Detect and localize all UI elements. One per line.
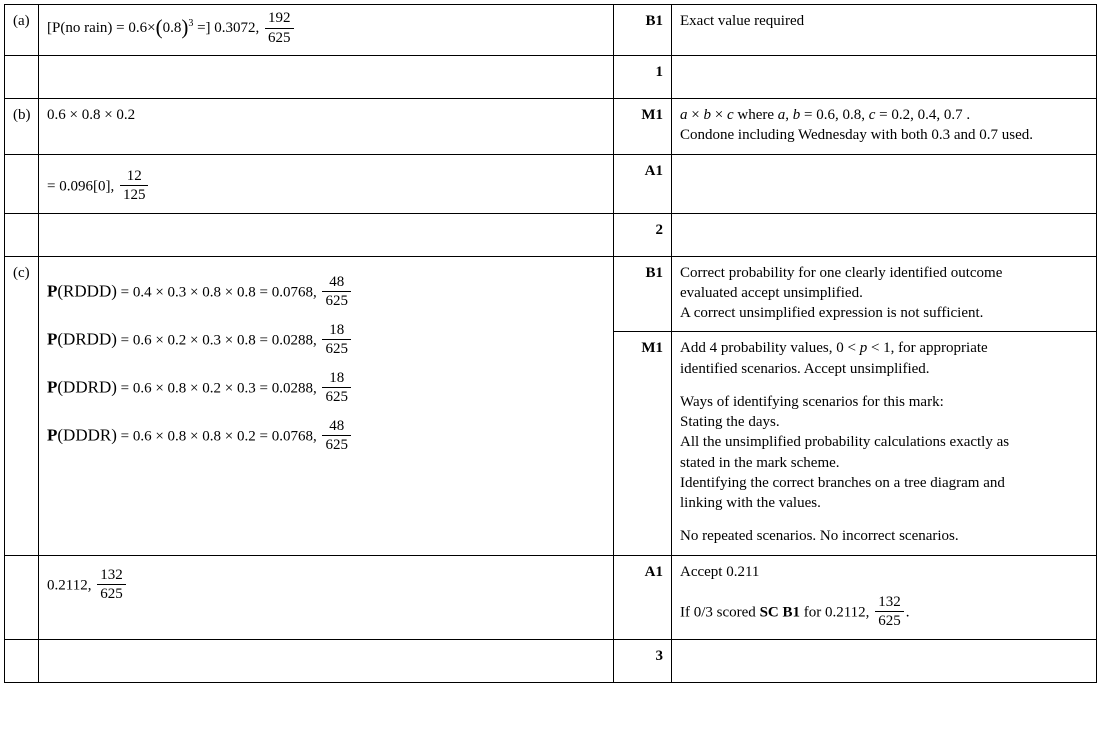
working-b-m1-expression: 0.6 × 0.8 × 0.2 bbox=[47, 107, 136, 123]
working-b-a1-text: = 0.096[0], bbox=[47, 177, 115, 194]
var-p: p bbox=[859, 340, 868, 357]
mark-b-total: 2 bbox=[614, 213, 672, 256]
note-sc-code: SC B1 bbox=[759, 604, 800, 621]
working-b-a1-fraction bbox=[120, 168, 149, 204]
prob-value: = 0.0288, bbox=[259, 379, 317, 396]
prob-value: = 0.0288, bbox=[259, 331, 317, 348]
note-sc-fraction bbox=[875, 594, 904, 630]
fraction-numerator: 48 bbox=[322, 274, 351, 293]
working-a-expr: 0.6× bbox=[128, 20, 156, 37]
note-b-m1 bbox=[672, 99, 1097, 155]
prob-arg: (DDRD) bbox=[57, 376, 117, 396]
prob-fraction bbox=[322, 418, 351, 454]
note-c-a1 bbox=[672, 555, 1097, 639]
working-blank bbox=[39, 56, 614, 99]
note-blank bbox=[672, 56, 1097, 99]
working-a-prefix: [P(no rain) = bbox=[47, 20, 125, 37]
note-text-line6: stated in the mark scheme. bbox=[680, 454, 840, 471]
note-text-line1: Accept 0.211 bbox=[680, 563, 760, 580]
working-c-line-2 bbox=[47, 323, 605, 359]
note-c-m1 bbox=[672, 332, 1097, 555]
fraction-denominator: 625 bbox=[325, 389, 348, 405]
note-text-line2: Condone including Wednesday with both 0.3 and 0.7 used. bbox=[680, 127, 1034, 144]
prob-expression: = 0.4 × 0.3 × 0.8 × 0.8 bbox=[120, 283, 256, 300]
note-add-values: Add 4 probability values, 0 < bbox=[680, 340, 856, 357]
note-blank bbox=[672, 213, 1097, 256]
prob-symbol: P bbox=[47, 280, 58, 300]
prob-fraction bbox=[322, 322, 351, 358]
mark-a-b1: B1 bbox=[614, 5, 672, 56]
var-b2: b bbox=[792, 107, 801, 123]
var-c: c bbox=[726, 107, 734, 123]
fraction-denominator: 625 bbox=[325, 293, 348, 309]
prob-expression: = 0.6 × 0.2 × 0.3 × 0.8 bbox=[120, 331, 256, 348]
table-row-total-c bbox=[5, 639, 1097, 682]
table-row-total-a bbox=[5, 56, 1097, 99]
note-sc-value: for 0.2112, bbox=[803, 604, 870, 621]
prob-arg: (DRDD) bbox=[57, 328, 117, 348]
note-blank bbox=[672, 639, 1097, 682]
fraction-numerator: 18 bbox=[322, 370, 351, 389]
working-a-decimal: 0.3072, bbox=[214, 20, 260, 37]
working-a-power: 3 bbox=[188, 18, 194, 30]
note-text-line1 bbox=[680, 338, 1088, 358]
note-spacer bbox=[680, 513, 1088, 526]
prob-fraction bbox=[322, 370, 351, 406]
note-text-line4: Stating the days. bbox=[680, 414, 780, 430]
fraction-denominator: 625 bbox=[268, 29, 291, 46]
note-text-line3: A correct unsimplified expression is not sufficient. bbox=[680, 305, 984, 321]
var-a2: a bbox=[777, 107, 786, 123]
note-text-line7: Identifying the correct branches on a tree diagram and bbox=[680, 474, 1005, 491]
var-a: a bbox=[680, 107, 688, 123]
part-blank bbox=[5, 639, 39, 682]
fraction-denominator: 125 bbox=[122, 187, 146, 203]
mark-b-m1: M1 bbox=[614, 99, 672, 155]
working-c-line-4 bbox=[47, 419, 605, 455]
note-add-values-cont: < 1, for appropriate bbox=[870, 340, 988, 357]
note-text-line2: evaluated accept unsimplified. bbox=[680, 284, 863, 301]
working-c-a1 bbox=[39, 555, 614, 639]
mark-b-a1: A1 bbox=[614, 154, 672, 213]
note-text-line5: All the unsimplified probability calculations exactly as bbox=[680, 434, 1010, 451]
part-blank bbox=[5, 555, 39, 639]
note-text-line3: Ways of identifying scenarios for this mark: bbox=[680, 393, 944, 410]
working-a-base: 0.8 bbox=[162, 20, 182, 37]
working-c bbox=[39, 256, 614, 555]
working-b-a1 bbox=[39, 154, 614, 213]
working-blank bbox=[39, 213, 614, 256]
note-text-line1: a × b × c where a, b = 0.6, 0.8, c = 0.2, 0.4, 0.7 . bbox=[680, 107, 971, 123]
note-sc-period: . bbox=[905, 604, 910, 621]
note-text: Exact value required bbox=[680, 13, 805, 29]
mark-scheme-table bbox=[4, 4, 1097, 683]
fraction-numerator: 18 bbox=[322, 322, 351, 341]
note-c-b1 bbox=[672, 256, 1097, 332]
fraction-numerator: 48 bbox=[322, 418, 351, 437]
part-blank bbox=[5, 56, 39, 99]
fraction-numerator: 192 bbox=[265, 10, 294, 29]
note-values: = 0.6, 0.8, bbox=[804, 107, 865, 123]
var-c2: c bbox=[868, 107, 876, 123]
note-text-line8: linking with the values. bbox=[680, 495, 821, 511]
prob-fraction bbox=[322, 274, 351, 310]
fraction-numerator: 132 bbox=[875, 594, 904, 613]
part-label-b: (b) bbox=[5, 99, 39, 155]
note-text-line9: No repeated scenarios. No incorrect scenarios. bbox=[680, 528, 959, 545]
note-a-b1 bbox=[672, 5, 1097, 56]
prob-arg: (DDDR) bbox=[57, 424, 117, 444]
working-c-line-3 bbox=[47, 371, 605, 407]
note-spacer bbox=[680, 379, 1088, 392]
working-a-fraction bbox=[265, 10, 294, 46]
note-text-line1: Correct probability for one clearly identified outcome bbox=[680, 264, 1003, 281]
note-text-line2: identified scenarios. Accept unsimplified. bbox=[680, 360, 930, 377]
fraction-denominator: 625 bbox=[325, 437, 348, 453]
part-blank bbox=[5, 213, 39, 256]
mark-c-b1: B1 bbox=[614, 256, 672, 332]
prob-value: = 0.0768, bbox=[259, 283, 317, 300]
note-where: where bbox=[737, 107, 775, 123]
prob-symbol: P bbox=[47, 376, 58, 396]
mark-c-a1: A1 bbox=[614, 555, 672, 639]
table-row bbox=[5, 99, 1097, 155]
prob-symbol: P bbox=[47, 424, 58, 444]
part-label-c: (c) bbox=[5, 256, 39, 555]
prob-symbol: P bbox=[47, 328, 58, 348]
table-row bbox=[5, 154, 1097, 213]
fraction-numerator: 12 bbox=[120, 168, 149, 187]
working-c-a1-text: 0.2112, bbox=[47, 576, 92, 593]
table-row bbox=[5, 5, 1097, 56]
prob-arg: (RDDD) bbox=[57, 280, 117, 300]
part-label-a: (a) bbox=[5, 5, 39, 56]
mark-scheme-sheet bbox=[0, 4, 1100, 739]
prob-value: = 0.0768, bbox=[259, 427, 317, 444]
note-blank bbox=[672, 154, 1097, 213]
table-row bbox=[5, 555, 1097, 639]
note-sc-prefix: If 0/3 scored bbox=[680, 604, 756, 621]
fraction-denominator: 625 bbox=[878, 613, 901, 630]
working-c-line-1 bbox=[47, 275, 605, 311]
working-c-a1-fraction bbox=[97, 567, 126, 603]
working-b-a1-expression bbox=[47, 169, 150, 205]
table-row-total-b bbox=[5, 213, 1097, 256]
fraction-numerator: 132 bbox=[97, 567, 126, 586]
note-text-line2 bbox=[680, 595, 1088, 631]
working-blank bbox=[39, 639, 614, 682]
mark-c-m1: M1 bbox=[614, 332, 672, 555]
working-c-a1-expression bbox=[47, 568, 128, 604]
working-a-equals: =] bbox=[197, 20, 211, 37]
working-c-lines bbox=[47, 275, 605, 455]
mark-a-total: 1 bbox=[614, 56, 672, 99]
fraction-denominator: 625 bbox=[100, 586, 123, 602]
working-a bbox=[39, 5, 614, 56]
part-blank bbox=[5, 154, 39, 213]
var-b: b bbox=[703, 107, 711, 123]
working-b-m1 bbox=[39, 99, 614, 155]
note-c-values: = 0.2, 0.4, 0.7 . bbox=[879, 107, 971, 123]
working-a-expression: [P(no rain) = $0.6\times(0.8)^3$ =] 0.3072, $\frac{192}{625}$ bbox=[47, 20, 296, 36]
prob-expression: = 0.6 × 0.8 × 0.2 × 0.3 bbox=[120, 379, 256, 396]
prob-expression: = 0.6 × 0.8 × 0.8 × 0.2 bbox=[120, 427, 256, 444]
table-row bbox=[5, 256, 1097, 332]
fraction-denominator: 625 bbox=[325, 341, 348, 357]
mark-c-total: 3 bbox=[614, 639, 672, 682]
